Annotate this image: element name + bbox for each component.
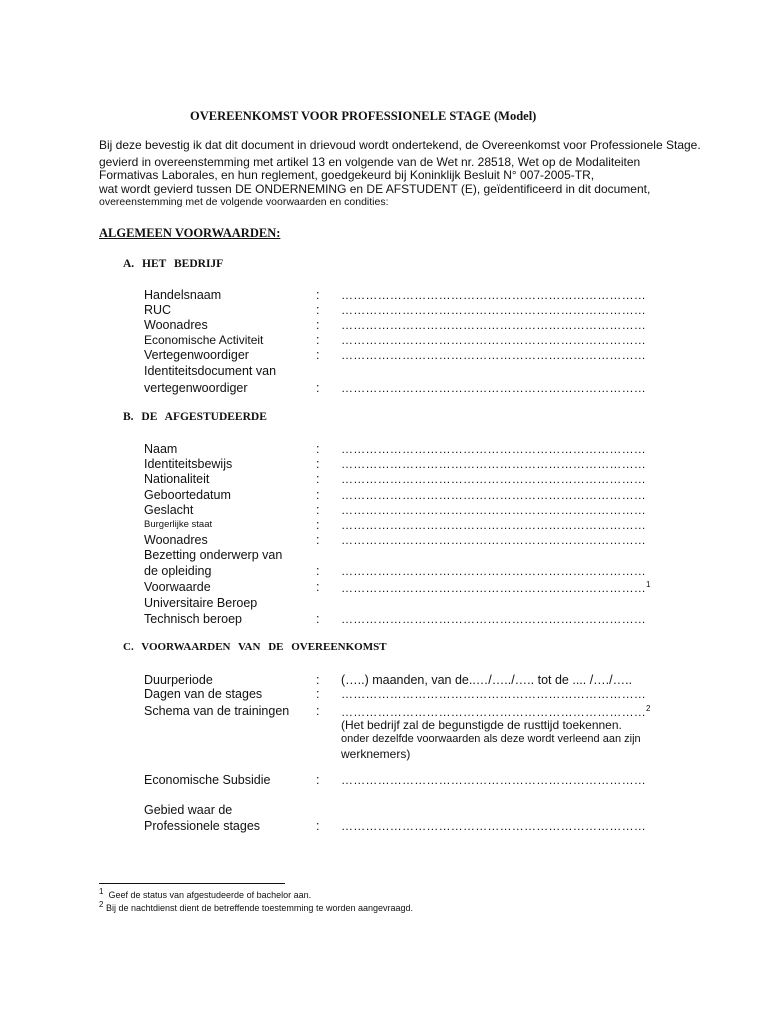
footnote-2	[99, 900, 413, 913]
field-label-woonadres-b: Woonadres	[144, 533, 208, 547]
field-input-gebied[interactable]: …………………………………………………………………	[341, 819, 646, 833]
field-label-naam: Naam	[144, 442, 178, 456]
field-input-ruc[interactable]: …………………………………………………………………	[341, 303, 646, 317]
field-colon: :	[316, 819, 320, 833]
field-input-duurperiode[interactable]: (…..) maanden, van de..…/…../….. tot de .... /…./…..	[341, 673, 633, 687]
intro-line-2: gevierd in overeenstemming met artikel 13 en volgende van de Wet nr. 28518, Wet op de Modaliteiten	[99, 155, 641, 169]
footnote-ref-1: 1	[646, 580, 651, 589]
field-label-woonadres: Woonadres	[144, 318, 208, 332]
field-label-geboortedatum: Geboortedatum	[144, 488, 231, 502]
field-label-duurperiode: Duurperiode	[144, 673, 213, 687]
field-colon: :	[316, 288, 320, 302]
field-colon: :	[316, 333, 320, 347]
field-colon: :	[316, 612, 320, 626]
section-b-heading: B. DE AFGESTUDEERDE	[123, 411, 267, 423]
field-label-geslacht: Geslacht	[144, 503, 194, 517]
field-input-woonadres-b[interactable]: …………………………………………………………………	[341, 533, 646, 547]
field-label-vertegenwoordiger: Vertegenwoordiger	[144, 348, 249, 362]
field-colon: :	[316, 472, 320, 486]
intro-line-5: overeenstemming met de volgende voorwaarden en condities:	[99, 196, 389, 208]
footnote-text-1: Geef de status van afgestudeerde of bachelor aan.	[108, 890, 312, 900]
footnote-separator	[99, 883, 285, 884]
field-label-bezetting-cont: de opleiding	[144, 564, 212, 578]
field-label-identiteitsdocument-cont: vertegenwoordiger	[144, 381, 248, 395]
intro-line-4: wat wordt gevierd tussen DE ONDERNEMING en DE AFSTUDENT (E), geïdentificeerd in dit document,	[99, 182, 651, 196]
field-input-dagen[interactable]: …………………………………………………………………	[341, 687, 646, 701]
field-colon: :	[316, 518, 320, 532]
dotted-line: …………………………………………………………………	[341, 581, 646, 595]
schema-note-line-3: werknemers)	[341, 747, 411, 761]
field-input-geslacht[interactable]: …………………………………………………………………	[341, 503, 646, 517]
field-colon: :	[316, 318, 320, 332]
field-colon: :	[316, 488, 320, 502]
field-input-vertegenwoordiger[interactable]: …………………………………………………………………	[341, 348, 646, 362]
footnote-text-2: Bij de nachtdienst dient de betreffende toestemming te worden aangevraagd.	[105, 903, 414, 913]
field-label-economische-activiteit: Economische Activiteit	[144, 333, 264, 347]
field-colon: :	[316, 348, 320, 362]
field-input-identiteitsbewijs[interactable]: …………………………………………………………………	[341, 457, 646, 471]
field-label-nationaliteit: Nationaliteit	[144, 472, 210, 486]
field-label-voorwaarde: Voorwaarde	[144, 580, 211, 594]
field-colon: :	[316, 687, 320, 701]
field-input-burgerlijke-staat[interactable]: …………………………………………………………………	[341, 518, 646, 532]
field-colon: :	[316, 381, 320, 395]
field-label-handelsnaam: Handelsnaam	[144, 288, 222, 302]
field-label-subsidie: Economische Subsidie	[144, 773, 271, 787]
schema-note-line-2: onder dezelfde voorwaarden als deze wordt verleend aan zijn	[341, 733, 641, 745]
field-colon: :	[316, 503, 320, 517]
field-colon: :	[316, 580, 320, 594]
field-input-economische-activiteit[interactable]: …………………………………………………………………	[341, 333, 646, 347]
field-label-ruc: RUC	[144, 303, 172, 317]
field-label-bezetting: Bezetting onderwerp van	[144, 548, 283, 562]
field-label-gebied: Gebied waar de	[144, 803, 233, 817]
field-colon: :	[316, 564, 320, 578]
section-c-heading: C. VOORWAARDEN VAN DE OVEREENKOMST	[123, 641, 387, 653]
field-input-nationaliteit[interactable]: …………………………………………………………………	[341, 472, 646, 486]
field-colon: :	[316, 773, 320, 787]
document-title: OVEREENKOMST VOOR PROFESSIONELE STAGE (Model)	[190, 109, 537, 123]
field-input-voorwaarde[interactable]	[341, 580, 651, 595]
field-label-identiteitsbewijs: Identiteitsbewijs	[144, 457, 233, 471]
field-input-handelsnaam[interactable]: …………………………………………………………………	[341, 288, 646, 302]
field-input-woonadres[interactable]: …………………………………………………………………	[341, 318, 646, 332]
footnote-mark-2: 2	[99, 900, 104, 909]
field-colon: :	[316, 457, 320, 471]
footnote-ref-2: 2	[646, 704, 651, 713]
field-colon: :	[316, 442, 320, 456]
field-label-identiteitsdocument: Identiteitsdocument van	[144, 364, 277, 378]
dotted-line: …………………………………………………………………	[341, 705, 646, 719]
field-input-subsidie[interactable]: …………………………………………………………………	[341, 773, 646, 787]
field-label-technisch-beroep: Technisch beroep	[144, 612, 242, 626]
section-a-heading: A. HET BEDRIJF	[123, 258, 224, 270]
field-label-burgerlijke-staat: Burgerlijke staat	[144, 519, 213, 530]
field-colon: :	[316, 673, 320, 687]
general-conditions-heading: ALGEMEEN VOORWAARDEN:	[99, 226, 281, 240]
field-label-universitaire-beroep: Universitaire Beroep	[144, 596, 258, 610]
field-input-naam[interactable]: …………………………………………………………………	[341, 442, 646, 456]
footnote-1	[99, 887, 311, 900]
footnote-mark-1: 1	[99, 887, 104, 896]
field-input-identiteitsdocument[interactable]: …………………………………………………………………	[341, 381, 646, 395]
field-label-gebied-cont: Professionele stages	[144, 819, 261, 833]
field-label-schema: Schema van de trainingen	[144, 704, 290, 718]
field-input-geboortedatum[interactable]: …………………………………………………………………	[341, 488, 646, 502]
intro-line-3: Formativas Laborales, en hun reglement, goedgekeurd bij Koninklijk Besluit N° 007-2005-TR,	[99, 168, 595, 182]
schema-note-line-1: (Het bedrijf zal de begunstigde de rusttijd toekennen.	[341, 718, 622, 732]
field-input-technisch-beroep[interactable]: …………………………………………………………………	[341, 612, 646, 626]
field-label-dagen: Dagen van de stages	[144, 687, 263, 701]
intro-line-1: Bij deze bevestig ik dat dit document in drievoud wordt ondertekend, de Overeenkomst voor Professionele Stage.	[99, 138, 701, 152]
field-colon: :	[316, 303, 320, 317]
field-colon: :	[316, 533, 320, 547]
field-colon: :	[316, 704, 320, 718]
field-input-bezetting[interactable]: …………………………………………………………………	[341, 564, 646, 578]
field-input-schema[interactable]	[341, 704, 651, 719]
